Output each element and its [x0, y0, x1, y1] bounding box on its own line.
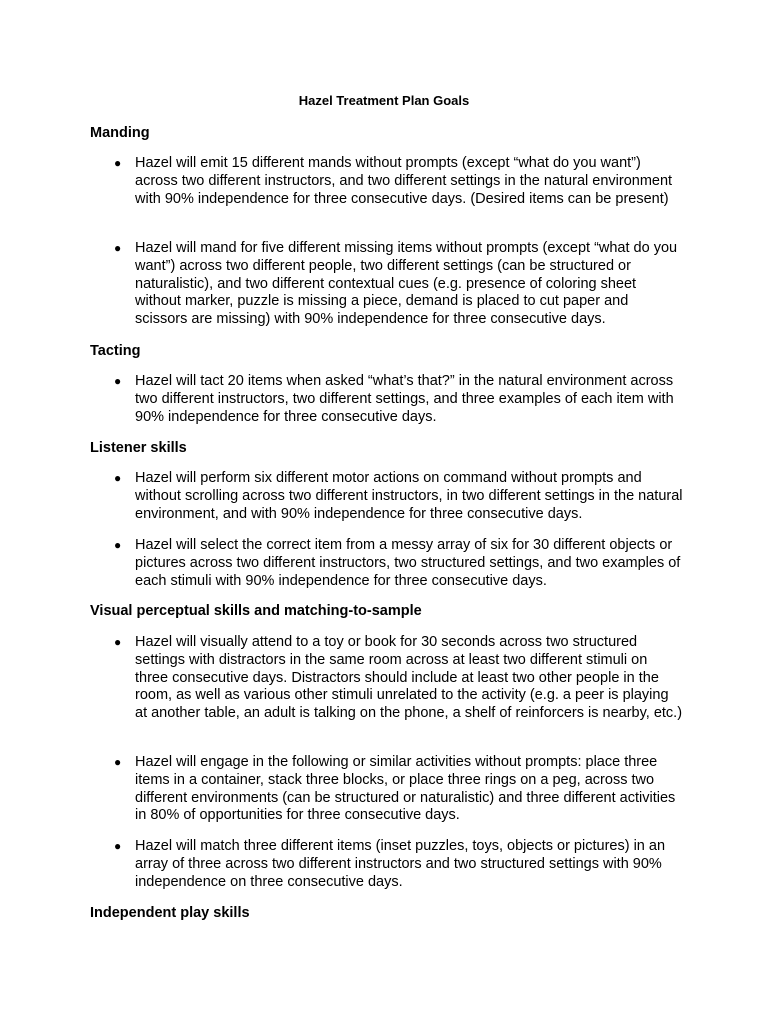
- goal-text: Hazel will visually attend to a toy or book for 30 seconds across two structured settings with distractors in the same room across at least two different stimuli on three consecutive days. Distractors should include at least two other people in the room, as well as various other stimuli unrelated to the activity (e.g. a peer is playing at another table, an adult is talking on the phone, a shelf of reinforcers is nearby, etc.): [135, 634, 683, 722]
- goal-text: Hazel will tact 20 items when asked “what’s that?” in the natural environment across two different instructors, two different settings, and three examples of each item with 90% independence for three consecutive days.: [135, 373, 674, 425]
- section-heading-tacting: Tacting: [90, 343, 141, 359]
- bullet-icon: ●: [114, 635, 122, 649]
- goal-item: [114, 240, 684, 329]
- goal-item: [114, 373, 684, 426]
- section-heading-independent-play-skills: Independent play skills: [90, 905, 250, 921]
- bullet-icon: ●: [114, 241, 122, 255]
- section-heading-listener-skills: Listener skills: [90, 440, 187, 456]
- document-title: Hazel Treatment Plan Goals: [298, 93, 470, 108]
- bullet-icon: ●: [114, 755, 122, 769]
- goal-text: Hazel will match three different items (inset puzzles, toys, objects or pictures) in an array of three across two different instructors and two structured settings with 90% independence on three consecutive days.: [135, 838, 666, 890]
- goal-item: [114, 155, 684, 208]
- goal-item: [114, 537, 684, 590]
- bullet-icon: ●: [114, 156, 122, 170]
- goal-item: [114, 838, 684, 891]
- goal-text: Hazel will select the correct item from a messy array of six for 30 different objects or pictures across two different instructors, two structured settings, and two examples of each stimuli with 90% independence for three consecutive days.: [135, 537, 681, 589]
- goal-item: [114, 754, 684, 825]
- goal-item: [114, 470, 684, 523]
- bullet-icon: ●: [114, 839, 122, 853]
- goal-item: [114, 634, 684, 723]
- bullet-icon: ●: [114, 471, 122, 485]
- section-heading-manding: Manding: [90, 125, 150, 141]
- goal-text: Hazel will mand for five different missing items without prompts (except “what do you want”) across two different people, two different settings (can be structured or naturalistic), and two different contextual cues (e.g. presence of coloring sheet without marker, puzzle is missing a piece, demand is placed to cut paper and scissors are missing) with 90% independence for three consecutive days.: [135, 240, 678, 328]
- section-heading-visual-perceptual-skills: Visual perceptual skills and matching-to-sample: [90, 603, 422, 619]
- goal-text: Hazel will perform six different motor actions on command without prompts and without scrolling across two different instructors, in two different settings in the natural environment, and with 90% independence for three consecutive days.: [135, 470, 683, 522]
- bullet-icon: ●: [114, 374, 122, 388]
- bullet-icon: ●: [114, 538, 122, 552]
- goal-text: Hazel will engage in the following or similar activities without prompts: place three items in a container, stack three blocks, or place three rings on a peg, across two different environments (can be structured or naturalistic) and three different activities in 80% of opportunities for three consecutive days.: [135, 754, 676, 824]
- goal-text: Hazel will emit 15 different mands without prompts (except “what do you want”) across two different instructors, and two different settings in the natural environment with 90% independence for three consecutive days. (Desired items can be present): [135, 155, 673, 207]
